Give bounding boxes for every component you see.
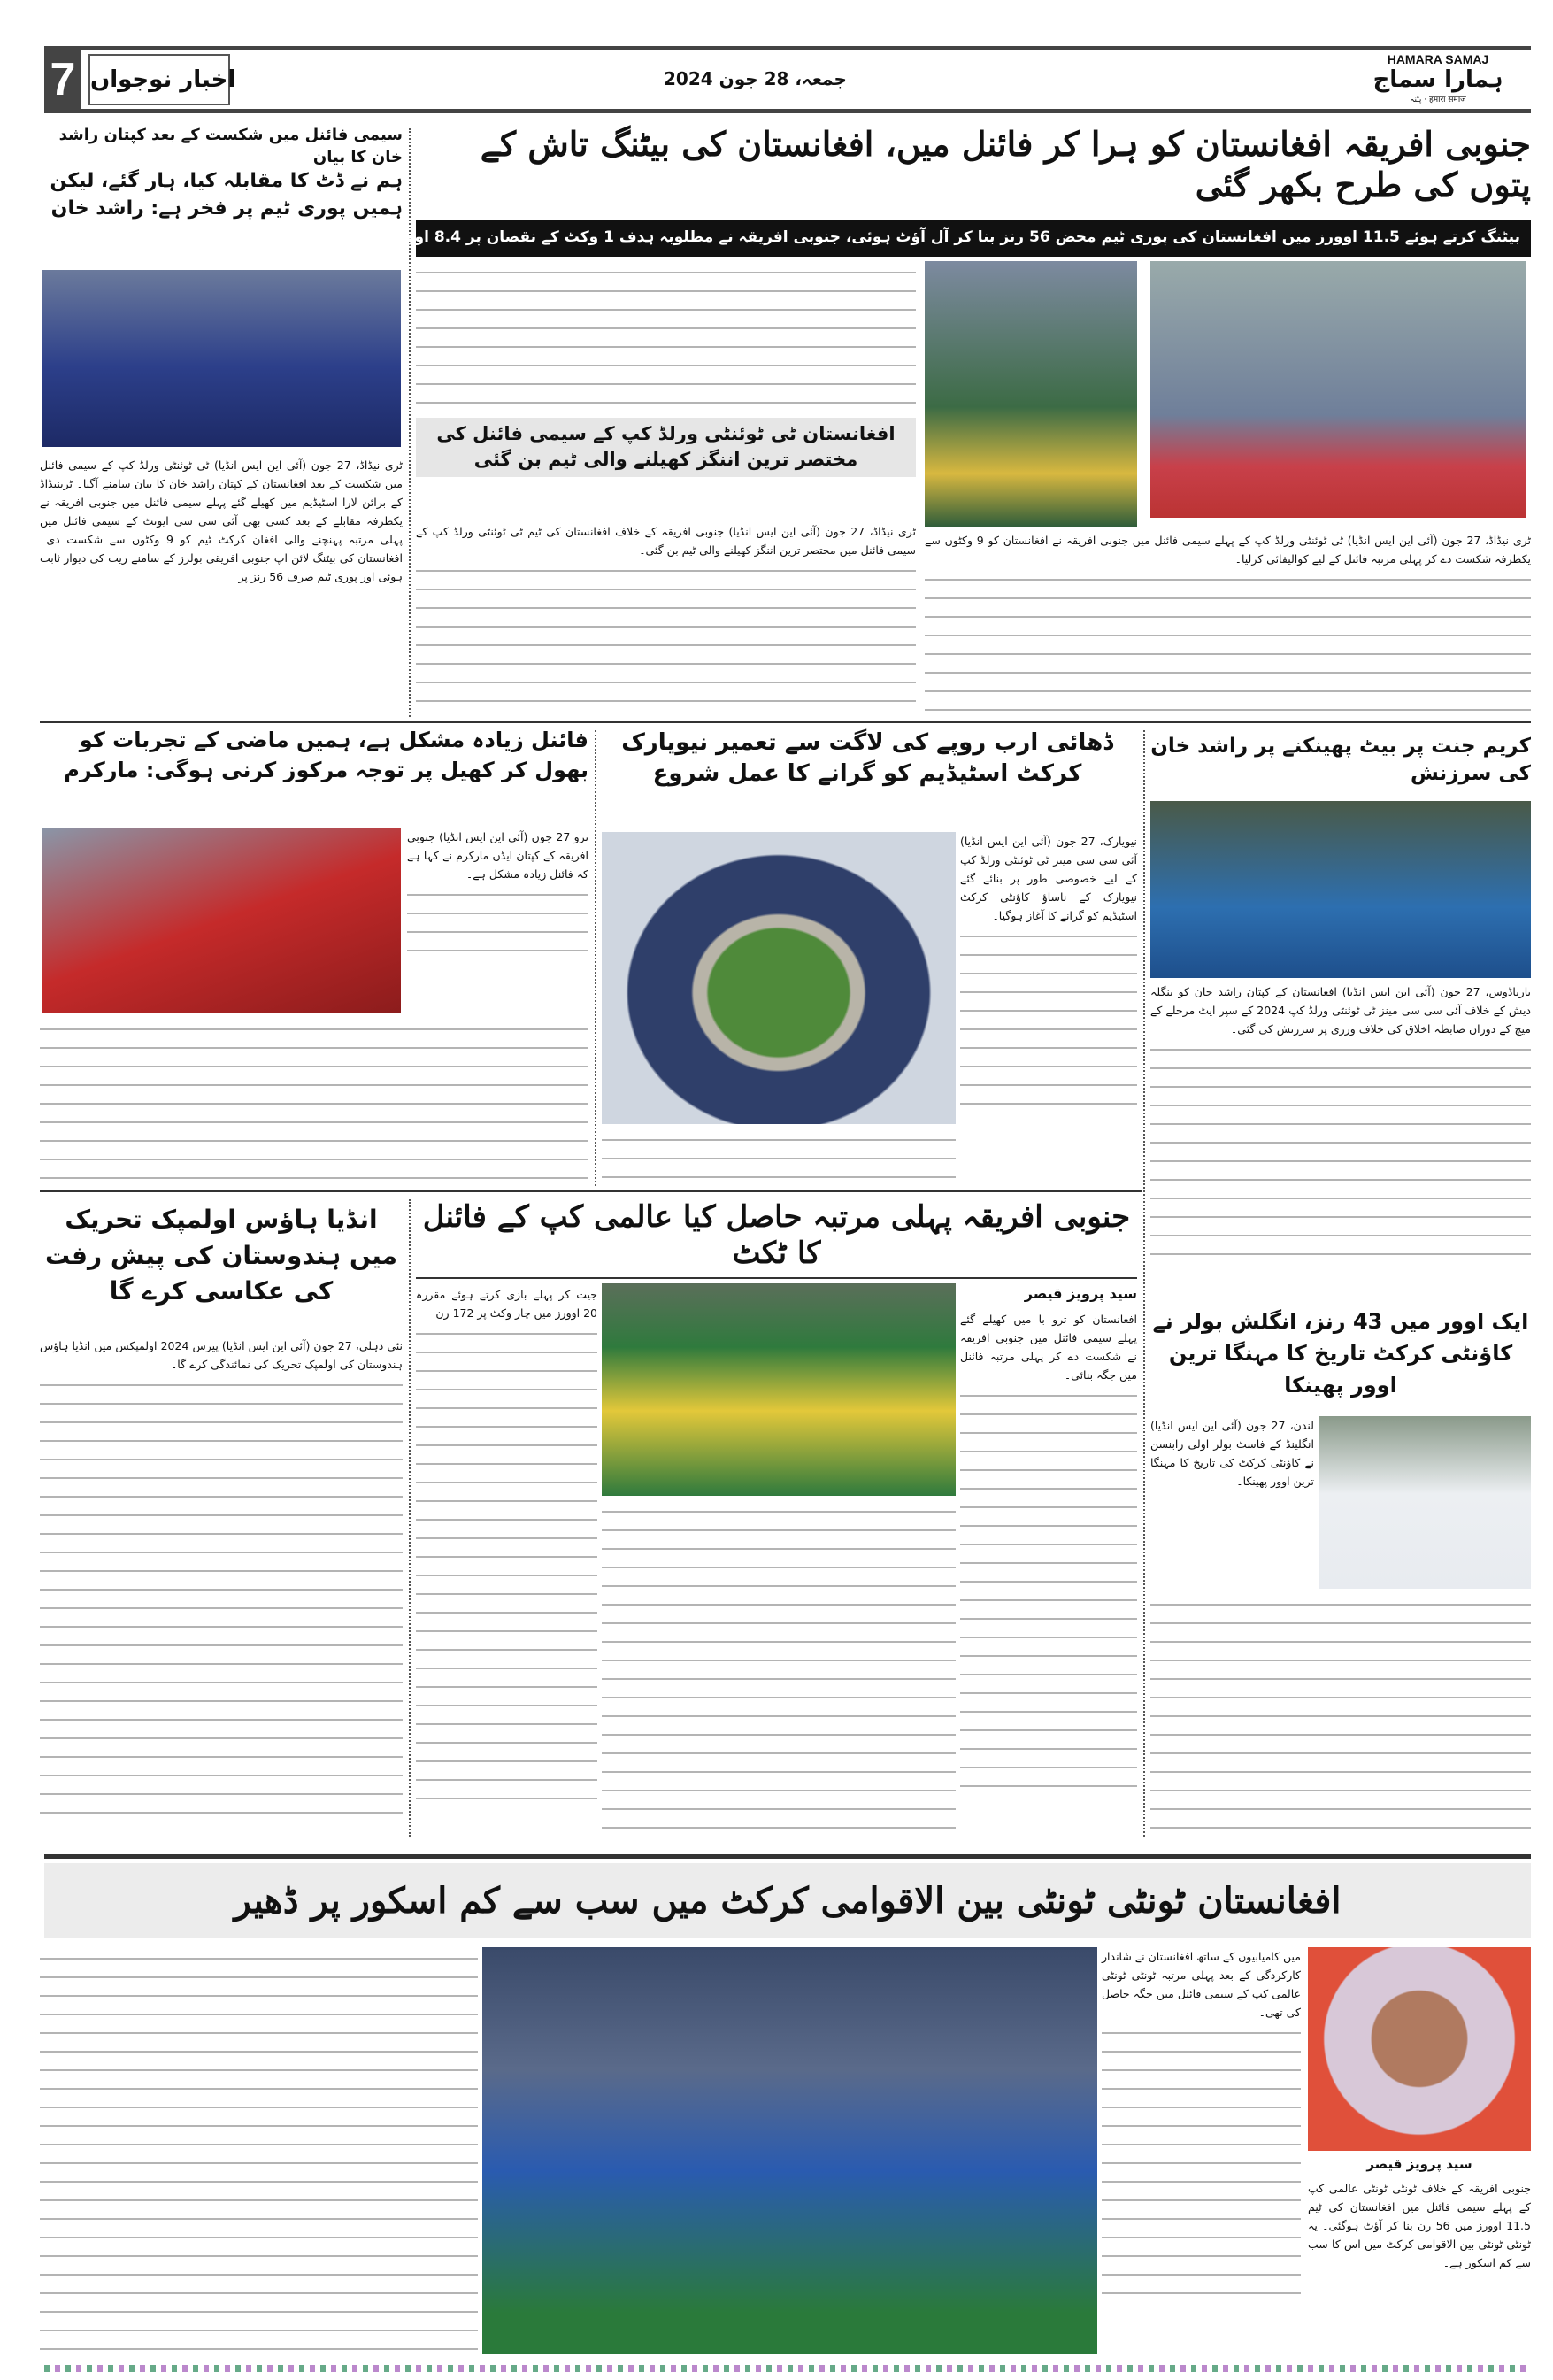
markram-body-text: ترو 27 جون (آئی این ایس انڈیا) جنوبی افریقہ کے کپتان ایڈن مارکرم نے کہا ہے کہ فائنل زیادہ مشکل ہے۔	[407, 830, 589, 881]
text-lines	[416, 265, 916, 411]
stadium-headline: ڈھائی ارب روپے کی لاگت سے تعمیر نیویارک کرکٹ اسٹیڈیم کو گرانے کا عمل شروع	[621, 729, 1113, 788]
text-lines	[1150, 1042, 1531, 1272]
section-rule	[40, 1190, 1142, 1192]
column-divider	[595, 730, 596, 1186]
afghan-batsman-bowled-photo	[1150, 261, 1526, 518]
lowest-body-right	[1308, 2179, 1531, 2356]
lowest-body-col2	[1102, 1947, 1301, 2356]
lead-body-text: ٹری نیڈاڈ، 27 جون (آئی این ایس انڈیا) ٹی ٹوئنٹی ورلڈ کپ کے پہلے سیمی فائنل میں جنوبی افریقہ نے افغانستان کو 9 وکٹوں سے یکطرفہ شکست دے کر پہلی مرتبہ فائنل کے لیے کوالیفائی کرلیا۔	[925, 534, 1531, 566]
rashid-story	[40, 124, 403, 223]
rashid-khan-photo	[1150, 801, 1531, 978]
masthead	[44, 46, 1531, 113]
text-lines	[416, 563, 916, 705]
sa-final-byline: سید پرویز قیصر	[1024, 1285, 1137, 1302]
afghan-batsman-photo	[482, 1947, 1097, 2354]
lowest-body-text: جنوبی افریقہ کے خلاف ٹونٹی ٹونٹی عالمی کپ کے پہلے سیمی فائنل میں افغانستان کی ٹیم 11.5 اوورز میں 56 رن بنا کر آؤٹ ہوگئی۔ یہ ٹونٹی ٹونٹی بین الاقوامی کرکٹ میں اس کا سب سے کم اسکور ہے۔	[1308, 2182, 1531, 2269]
text-lines	[925, 572, 1531, 713]
sa-final-body-left	[416, 1285, 597, 1837]
sa-players-photo	[602, 1283, 956, 1496]
sa-bowler-celebrating-photo	[925, 261, 1137, 527]
text-lines	[602, 1132, 956, 1185]
rashid-headline: ہم نے ڈٹ کا مقابلہ کیا، ہار گئے، لیکن ہمیں پوری ٹیم پر فخر ہے: راشد خان	[50, 170, 403, 220]
sa-final-body-text-2: جیت کر پہلے بازی کرتے ہوئے مقررہ 20 اوورز میں چار وکٹ پر 172 رن	[416, 1288, 597, 1320]
markram-photo	[42, 828, 401, 1013]
india-house-headline: انڈیا ہاؤس اولمپک تحریک میں ہندوستان کی پیش رفت کی عکاسی کرے گا	[45, 1205, 397, 1306]
india-house-body	[40, 1336, 403, 1837]
england-43-body	[1150, 1416, 1314, 1589]
logo-english: HAMARA SAMAJ	[1387, 52, 1489, 66]
section-rule	[40, 721, 1531, 723]
nassau-stadium-photo	[602, 832, 956, 1124]
ollie-robinson-photo	[1319, 1416, 1531, 1589]
markram-body	[407, 828, 588, 1013]
footer-dotted-rule	[44, 2365, 1531, 2372]
karim-headline: کریم جنت پر بیٹ پھینکنے پر راشد خان کی سرزنش	[1150, 735, 1531, 786]
author-caption: سید پرویز قیصر	[1366, 2156, 1472, 2172]
text-lines	[40, 1021, 588, 1185]
text-lines	[1150, 1597, 1531, 1836]
afghan-team-photo	[42, 270, 401, 447]
lowest-body-left	[40, 1947, 478, 2356]
sa-final-headline: جنوبی افریقہ پہلی مرتبہ حاصل کیا عالمی کپ کے فائنل کا ٹکٹ	[422, 1199, 1131, 1271]
author-portrait	[1308, 1947, 1531, 2151]
lead-body	[925, 531, 1531, 717]
karim-body-text: بارباڈوس، 27 جون (آئی این ایس انڈیا) افغانستان کے کپتان راشد خان کو بنگلہ دیش کے خلاف آئی سی سی مینز ٹی ٹوئنٹی ورلڈ کپ 2024 کے سپر ایٹ مرحلے کے میچ کے دوران ضابطہ اخلاق کی خلاف ورزی پر سرزنش کی گئی۔	[1150, 985, 1531, 1036]
stadium-body-text: نیویارک، 27 جون (آئی این ایس انڈیا) آئی سی سی مینز ٹی ٹوئنٹی ورلڈ کپ کے لیے خصوصی طور پر بنائے گئے نیویارک کے ناساؤ کاؤنٹی کرکٹ اسٹیڈیم کو گرانے کا آغاز ہوگیا۔	[960, 835, 1137, 922]
karim-body	[1150, 982, 1531, 1297]
logo-edition: پٹنہ	[1410, 96, 1422, 104]
lowest-score-headline: افغانستان ٹونٹی ٹونٹی بین الاقوامی کرکٹ میں سب سے کم اسکور پر ڈھیر	[44, 1863, 1531, 1938]
column-divider	[409, 1199, 411, 1837]
india-house-body-text: نئی دہلی، 27 جون (آئی این ایس انڈیا) پیرس 2024 اولمپکس میں انڈیا ہاؤس ہندوستان کی اولمپک تحریک کی نمائندگی کرے گا۔	[40, 1339, 403, 1371]
sa-final-body-right	[960, 1310, 1137, 1837]
text-lines	[960, 928, 1137, 1105]
semifinal-body	[416, 522, 916, 717]
page-number: 7	[44, 50, 81, 109]
rashid-body	[40, 456, 403, 717]
text-lines	[407, 887, 588, 958]
semifinal-body-text: ٹری نیڈاڈ، 27 جون (آئی این ایس انڈیا) جنوبی افریقہ کے خلاف افغانستان کی ٹیم ٹی ٹوئنٹی ورلڈ کپ کے سیمی فائنل میں مختصر ترین اننگز کھیلنے والی ٹیم بن گئی۔	[416, 525, 916, 557]
markram-body-cont	[40, 1018, 588, 1186]
logo-urdu: ہمارا سماج	[1372, 66, 1503, 93]
lead-headline: جنوبی افریقہ افغانستان کو ہرا کر فائنل میں، افغانستان کی بیٹنگ تاش کے پتوں کی طرح بکھر گئی	[480, 124, 1531, 204]
semifinal-box	[416, 418, 916, 477]
issue-date: جمعہ، 28 جون 2024	[664, 68, 847, 89]
text-lines	[40, 1951, 478, 2353]
sa-final-byline-wrap	[960, 1285, 1137, 1302]
section-name: اخبار نوجواں	[88, 54, 230, 105]
text-lines	[1102, 2025, 1301, 2308]
section-rule	[44, 1854, 1531, 1859]
lead-body-upper	[416, 261, 916, 412]
lowest-body-text-2: میں کامیابیوں کے ساتھ افغانستان نے شاندار کارکردگی کے بعد پہلی مرتبہ ٹونٹی ٹونٹی عالمی کپ کے سیمی فائنل میں جگہ حاصل کی تھی۔	[1102, 1950, 1301, 2019]
stadium-body	[960, 832, 1137, 1186]
rashid-body-text: ٹری نیڈاڈ، 27 جون (آئی این ایس انڈیا) ٹی ٹوئنٹی ورلڈ کپ کے سیمی فائنل میں شکست کے بعد افغانستان کے کپتان راشد خان کا بیان سامنے آگیا۔ ٹرینیڈاڈ کے برائن لارا اسٹیڈیم میں کھیلے گئے پہلے سیمی فائنل میں جنوبی افریقہ نے یکطرفہ مقابلے کے بعد کسی بھی آئی سی سی ایونٹ کے سیمی فائنل میں پہلی مرتبہ پہنچنے والی افغان کرکٹ ٹیم کو 9 وکٹوں سے شکست دی۔ افغانستان کی بیٹنگ لائن اپ جنوبی افریقی بولرز کے سامنے ریت کی دیوار ثابت ہوئی اور پوری ٹیم صرف 56 رنز پر	[40, 458, 404, 583]
stadium-body-cont	[602, 1128, 956, 1186]
text-lines	[416, 1326, 597, 1804]
logo-hindi: हमारा समाज	[1428, 96, 1466, 104]
column-divider	[1143, 730, 1145, 1837]
markram-headline: فائنل زیادہ مشکل ہے، ہمیں ماضی کے تجربات کو بھول کر کھیل پر توجہ مرکوز کرنی ہوگی: مارکرم	[64, 728, 588, 782]
newspaper-logo: HAMARA SAMAJ ہمارا سماج پٹنہ · हमारा समाज	[1345, 52, 1531, 107]
sa-final-body-mid	[602, 1500, 956, 1837]
headline-rule	[416, 1277, 1137, 1279]
text-lines	[40, 1377, 403, 1820]
text-lines	[960, 1388, 1137, 1795]
england-43-body-text: لندن، 27 جون (آئی این ایس انڈیا) انگلینڈ کے فاسٹ بولر اولی رابنسن نے کاؤنٹی کرکٹ کی تاریخ کا مہنگا ترین اوور پھینکا۔	[1150, 1419, 1314, 1488]
sa-final-body-text: افغانستان کو ترو با میں کھیلے گئے پہلے سیمی فائنل میں جنوبی افریقہ نے شکست دے کر پہلی مرتبہ فائنل میں جگہ بنائی۔	[960, 1313, 1137, 1382]
england-43-body-cont	[1150, 1593, 1531, 1837]
text-lines	[602, 1504, 956, 1836]
column-divider	[409, 128, 411, 717]
rashid-kicker: سیمی فائنل میں شکست کے بعد کپتان راشد خان کا بیان	[58, 126, 403, 167]
england-43-headline: ایک اوور میں 43 رنز، انگلش بولر نے کاؤنٹی کرکٹ تاریخ کا مہنگا ترین اوور پھینکا	[1152, 1309, 1529, 1398]
lead-subhead: بیٹنگ کرتے ہوئے 11.5 اوورز میں افغانستان کی پوری ٹیم محض 56 رنز بنا کر آل آؤٹ ہوئی، جنوبی افریقہ نے مطلوبہ ہدف 1 وکٹ کے نقصان پر 8.4 اوورز میں ہی حاصل کرلیا	[416, 220, 1531, 257]
semifinal-headline: افغانستان ٹی ٹوئنٹی ورلڈ کپ کے سیمی فائنل کی مختصر ترین اننگز کھیلنے والی ٹیم بن گئی	[436, 423, 896, 471]
